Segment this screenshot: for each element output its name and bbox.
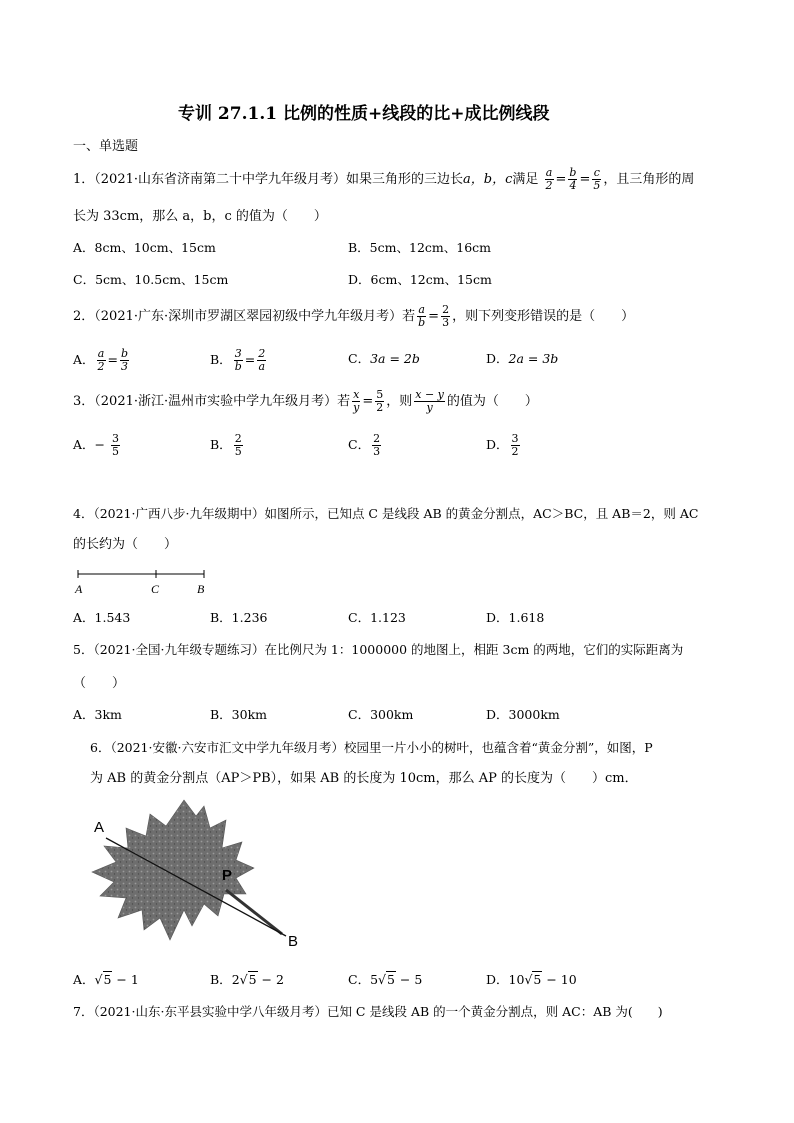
q3-fraction-52: $\frac{5}{2}$ xyxy=(376,388,384,414)
q1-vars: a，b，c xyxy=(463,172,513,187)
question-1 xyxy=(73,166,694,194)
q3-option-c: C． $\frac{2}{3}$ xyxy=(348,432,381,458)
q5-option-c: C．300km xyxy=(348,707,414,722)
q2-fraction-ab: $\frac{a}{b}$ xyxy=(418,303,426,329)
q1-option-a: A．8cm、10cm、15cm xyxy=(73,240,216,255)
leaf-label-b: B xyxy=(288,933,299,950)
q1-option-c: C．5cm、10.5cm、15cm xyxy=(73,272,229,287)
q5-line2: （ ） xyxy=(73,676,126,691)
q1-text-post: ，且三角形的周 xyxy=(603,172,695,187)
q2-fraction-23: $\frac{2}{3}$ xyxy=(442,303,450,329)
q2-text-post: ，则下列变形错误的是（ ） xyxy=(452,309,635,324)
q4-option-d: D．1.618 xyxy=(486,610,545,625)
q2-option-a: A． $\frac{a}{2}$ = $\frac{b}{3}$ xyxy=(73,347,129,373)
q3-fraction-expr: $\frac{x - y}{y}$ xyxy=(415,388,444,414)
section-heading: 一、单选题 xyxy=(73,139,139,154)
segment-diagram xyxy=(70,566,220,596)
q4-line1: 4．（2021·广西八步·九年级期中）如图所示，已知点 C 是线段 AB 的黄金分割点，AC＞BC，且 AB＝2，则 AC xyxy=(73,506,699,521)
page-title: 专训 27.1.1 比例的性质+线段的比+成比例线段 xyxy=(178,104,550,124)
q4-option-a: A．1.543 xyxy=(73,610,131,625)
question-3 xyxy=(73,388,538,416)
q2-option-c: C．3a = 2b xyxy=(348,351,420,366)
equals-sign: = xyxy=(555,172,567,187)
q1-fraction-b: $\frac{b}{4}$ xyxy=(569,166,577,192)
q3-option-a: A．− $\frac{3}{5}$ xyxy=(73,432,119,458)
q6-line1: 6．（2021·安徽·六安市汇文中学九年级月考）校园里一片小小的树叶，也蕴含着“黄金分割”，如图，P xyxy=(90,740,653,755)
q6-option-d: D．10√5 − 10 xyxy=(486,972,577,987)
q1-fraction-a: $\frac{a}{2}$ xyxy=(545,166,553,192)
question-2 xyxy=(73,303,634,331)
q6-option-b: B．2√5 − 2 xyxy=(210,972,284,987)
q2-option-d: D．2a = 3b xyxy=(486,351,559,366)
q6-option-a: A．√5 − 1 xyxy=(73,972,139,987)
q1-line2: 长为 33cm，那么 a，b，c 的值为（ ） xyxy=(73,209,327,224)
q3-option-b: B． $\frac{2}{5}$ xyxy=(210,432,242,458)
q3-text-post: 的值为（ ） xyxy=(446,394,538,409)
label-c: C xyxy=(151,582,160,596)
q2-option-b: B． $\frac{3}{b}$ = $\frac{2}{a}$ xyxy=(210,347,266,373)
q1-fraction-c: $\frac{c}{5}$ xyxy=(593,166,601,192)
equals-sign: = xyxy=(579,172,591,187)
leaf-label-a: A xyxy=(94,819,105,836)
q6-option-c: C．5√5 − 5 xyxy=(348,972,423,987)
q3-option-d: D． $\frac{3}{2}$ xyxy=(486,432,519,458)
q4-option-c: C．1.123 xyxy=(348,610,406,625)
q3-text: 3．（2021·浙江·温州市实验中学九年级月考）若 xyxy=(73,394,351,409)
q3-fraction-xy: $\frac{x}{y}$ xyxy=(353,388,360,414)
q5-line1: 5．（2021·全国·九年级专题练习）在比例尺为 1：1000000 的地图上，相距 3cm 的两地，它们的实际距离为 xyxy=(73,642,684,657)
equals-sign: = xyxy=(428,309,440,324)
leaf-figure xyxy=(86,798,316,958)
q2-text: 2．（2021·广东·深圳市罗湖区翠园初级中学九年级月考）若 xyxy=(73,309,416,324)
leaf-stem xyxy=(226,890,282,934)
q5-option-a: A．3km xyxy=(73,707,122,722)
q1-option-b: B．5cm、12cm、16cm xyxy=(348,240,492,255)
q6-line2: 为 AB 的黄金分割点（AP＞PB），如果 AB 的长度为 10cm，那么 AP 的长度为（ ）cm． xyxy=(90,771,638,786)
q7-line1: 7．（2021·山东·东平县实验中学八年级月考）已知 C 是线段 AB 的一个黄金分割点，则 AC：AB 为( ) xyxy=(73,1004,663,1019)
q3-text-mid: ，则 xyxy=(386,394,413,409)
q1-text-mid: 满足 xyxy=(512,172,539,187)
label-a: A xyxy=(75,582,83,596)
leaf-label-p: P xyxy=(222,867,233,884)
q1-option-d: D．6cm、12cm、15cm xyxy=(348,272,492,287)
equals-sign: = xyxy=(362,394,374,409)
q1-text: 1．（2021·山东省济南第二十中学九年级月考）如果三角形的三边长 xyxy=(73,172,463,187)
label-b: B xyxy=(197,582,205,596)
q5-option-d: D．3000km xyxy=(486,707,560,722)
q5-option-b: B．30km xyxy=(210,707,268,722)
q4-line2: 的长约为（ ） xyxy=(73,537,178,552)
q4-option-b: B．1.236 xyxy=(210,610,268,625)
